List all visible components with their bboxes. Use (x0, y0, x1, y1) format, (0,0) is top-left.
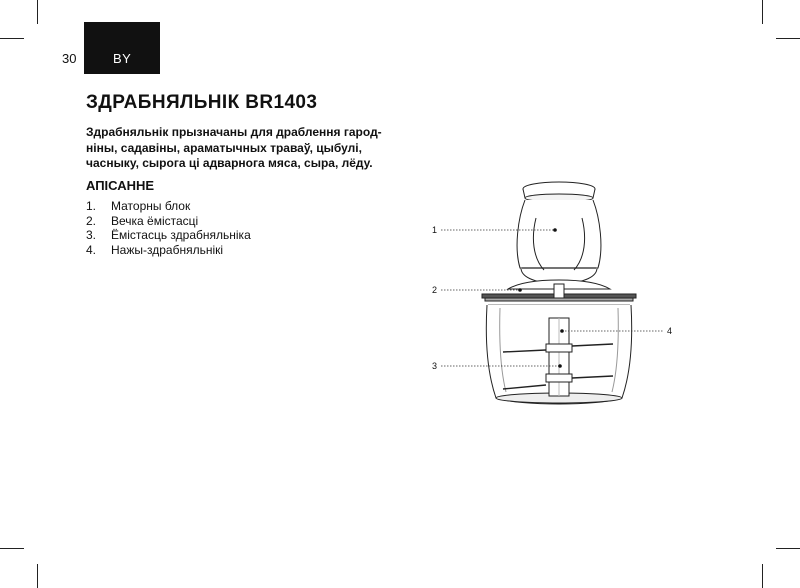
list-item-label: Маторны блок (111, 199, 191, 213)
intro-line: Здрабняльнік прызначаны для драблення гарод- (86, 125, 382, 139)
page-number: 30 (62, 51, 77, 66)
crop-mark (0, 38, 24, 39)
intro-paragraph (86, 125, 406, 172)
crop-mark (776, 38, 800, 39)
list-item (86, 228, 251, 243)
crop-mark (762, 0, 763, 24)
list-item (86, 243, 251, 258)
list-item-number: 3. (86, 228, 97, 242)
list-item-number: 4. (86, 242, 97, 257)
crop-mark (37, 0, 38, 24)
crop-mark (37, 564, 38, 588)
language-tab (84, 22, 160, 74)
crop-mark (762, 564, 763, 588)
motor-unit (517, 182, 601, 284)
list-item (86, 199, 251, 214)
intro-line: часныку, сырога ці адварнога мяса, сыра, лёду. (86, 156, 373, 170)
crop-mark (776, 548, 800, 549)
list-item-label: Нажы-здрабняльнікі (111, 242, 224, 257)
list-item-number: 2. (86, 213, 97, 228)
product-title: ЗДРАБНЯЛЬНІК BR1403 (86, 92, 318, 113)
callout-1: 1 (432, 225, 438, 235)
intro-line: ніны, садавіны, араматычных траваў, цыбулі, (86, 140, 362, 155)
language-code: BY (113, 51, 132, 66)
callout-3: 3 (432, 361, 438, 371)
crop-mark (0, 548, 24, 549)
callout-4: 4 (667, 326, 673, 336)
list-item-label: Ёмістасць здрабняльніка (111, 228, 251, 242)
callout-2: 2 (432, 285, 438, 295)
parts-list (86, 199, 251, 257)
list-item (86, 214, 251, 229)
list-item-number: 1. (86, 199, 97, 213)
description-heading: АПІСАННЕ (86, 178, 155, 193)
chopper-diagram (426, 176, 686, 416)
list-item-label: Вечка ёмістасці (111, 213, 199, 228)
